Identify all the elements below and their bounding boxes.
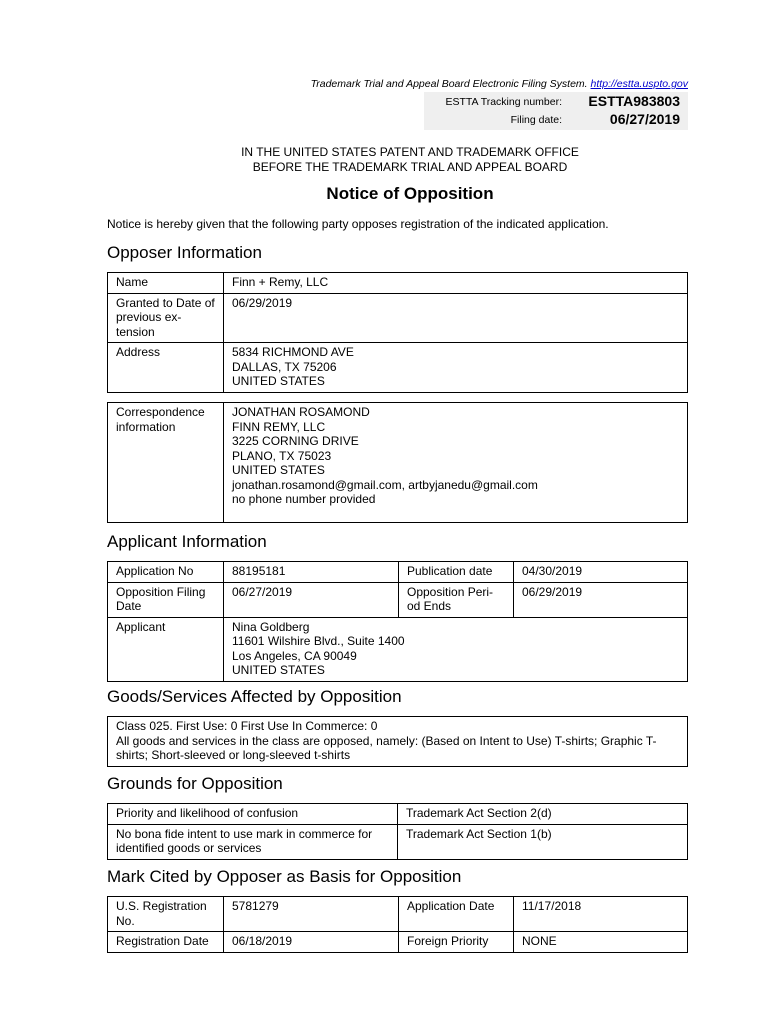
table-row (108, 717, 688, 767)
address-line: 5834 RICHMOND AVE (232, 345, 354, 359)
table-row (108, 293, 688, 343)
applicant-line: Nina Goldberg (232, 619, 310, 634)
correspondence-label: Correspondence information (108, 403, 224, 523)
correspondence-email: jonathan.rosamond@gmail.com, artbyjanedu@gmail.com (232, 477, 538, 492)
address-label: Address (108, 343, 224, 393)
goods-value (108, 717, 688, 767)
tracking-row (424, 92, 688, 112)
notice-text: Notice is hereby given that the following party opposes registration of the indicated application. (107, 217, 609, 231)
table-row (108, 343, 688, 393)
table-row (108, 403, 688, 523)
correspondence-line: FINN REMY, LLC (232, 419, 326, 434)
applicant-line: Los Angeles, CA 90049 (232, 648, 357, 663)
registration-date-value: 06/18/2019 (224, 932, 399, 953)
foreign-priority-label: Foreign Priority (399, 932, 514, 953)
opposition-end-label: Opposition Peri- od Ends (399, 582, 514, 617)
mark-heading: Mark Cited by Opposer as Basis for Opposition (107, 867, 462, 886)
application-no-label: Application No (108, 562, 224, 583)
correspondence-value (224, 403, 688, 523)
system-text: Trademark Trial and Appeal Board Electronic Filing System. (310, 78, 588, 90)
application-date-value: 11/17/2018 (514, 897, 688, 932)
address-value (224, 343, 688, 393)
tracking-number: ESTTA983803 (588, 93, 680, 109)
applicant-line: 11601 Wilshire Blvd., Suite 1400 (232, 634, 405, 648)
ground-basis: Trademark Act Section 2(d) (398, 804, 688, 825)
page-title: Notice of Opposition (326, 184, 494, 203)
court-line-1: IN THE UNITED STATES PATENT AND TRADEMARK OFFICE (241, 145, 579, 159)
address-line: DALLAS, TX 75206 (232, 359, 337, 374)
correspondence-line: JONATHAN ROSAMOND (232, 405, 370, 419)
table-row (108, 617, 688, 681)
opposer-heading: Opposer Information (107, 243, 262, 262)
table-row (108, 582, 688, 617)
estta-link[interactable]: http://estta.uspto.gov (590, 78, 688, 90)
goods-heading: Goods/Services Affected by Opposition (107, 687, 402, 706)
publication-date-value: 04/30/2019 (514, 562, 688, 583)
goods-description: All goods and services in the class are opposed, namely: (Based on Intent to Use) T-shirts; Graphic T-shirts; Short-sleeved or long-sleeved t-shirts (116, 733, 657, 762)
table-row (108, 273, 688, 294)
granted-label: Granted to Date of previous ex- tension (108, 293, 224, 343)
tracking-label: ESTTA Tracking number: (445, 96, 562, 108)
filing-date-row (424, 110, 688, 130)
registration-no-value: 5781279 (224, 897, 399, 932)
ground-basis: Trademark Act Section 1(b) (398, 824, 688, 859)
court-line-2: BEFORE THE TRADEMARK TRIAL AND APPEAL BOARD (252, 160, 568, 174)
goods-class-line: Class 025. First Use: 0 First Use In Commerce: 0 (116, 719, 378, 733)
applicant-line: UNITED STATES (232, 663, 325, 677)
granted-value: 06/29/2019 (224, 293, 688, 343)
table-row (108, 824, 688, 859)
grounds-heading: Grounds for Opposition (107, 774, 283, 793)
table-row (108, 932, 688, 953)
system-header (300, 78, 688, 90)
goods-table (107, 716, 688, 767)
name-value: Finn + Remy, LLC (224, 273, 688, 294)
opposition-filing-label: Opposition Filing Date (108, 582, 224, 617)
correspondence-phone: no phone number provided (232, 492, 376, 506)
table-row (108, 562, 688, 583)
correspondence-line: UNITED STATES (232, 463, 325, 477)
applicant-table (107, 561, 688, 682)
table-row (108, 897, 688, 932)
registration-date-label: Registration Date (108, 932, 224, 953)
publication-date-label: Publication date (399, 562, 514, 583)
ground-text: No bona fide intent to use mark in commerce for identified goods or services (108, 824, 398, 859)
opposer-table (107, 272, 688, 393)
opposition-filing-value: 06/27/2019 (224, 582, 399, 617)
address-line: UNITED STATES (232, 374, 325, 388)
correspondence-table (107, 402, 688, 523)
grounds-table (107, 803, 688, 860)
mark-table (107, 896, 688, 953)
application-date-label: Application Date (399, 897, 514, 932)
foreign-priority-value: NONE (514, 932, 688, 953)
ground-text: Priority and likelihood of confusion (108, 804, 398, 825)
registration-no-label: U.S. Registration No. (108, 897, 224, 932)
applicant-heading: Applicant Information (107, 532, 267, 551)
correspondence-line: 3225 CORNING DRIVE (232, 434, 359, 448)
application-no-value: 88195181 (224, 562, 399, 583)
correspondence-line: PLANO, TX 75023 (232, 448, 332, 463)
filing-date-label: Filing date: (510, 114, 562, 126)
name-label: Name (108, 273, 224, 294)
opposition-end-value: 06/29/2019 (514, 582, 688, 617)
applicant-value (224, 617, 688, 681)
table-row (108, 804, 688, 825)
filing-date: 06/27/2019 (609, 111, 680, 127)
applicant-label: Applicant (108, 617, 224, 681)
